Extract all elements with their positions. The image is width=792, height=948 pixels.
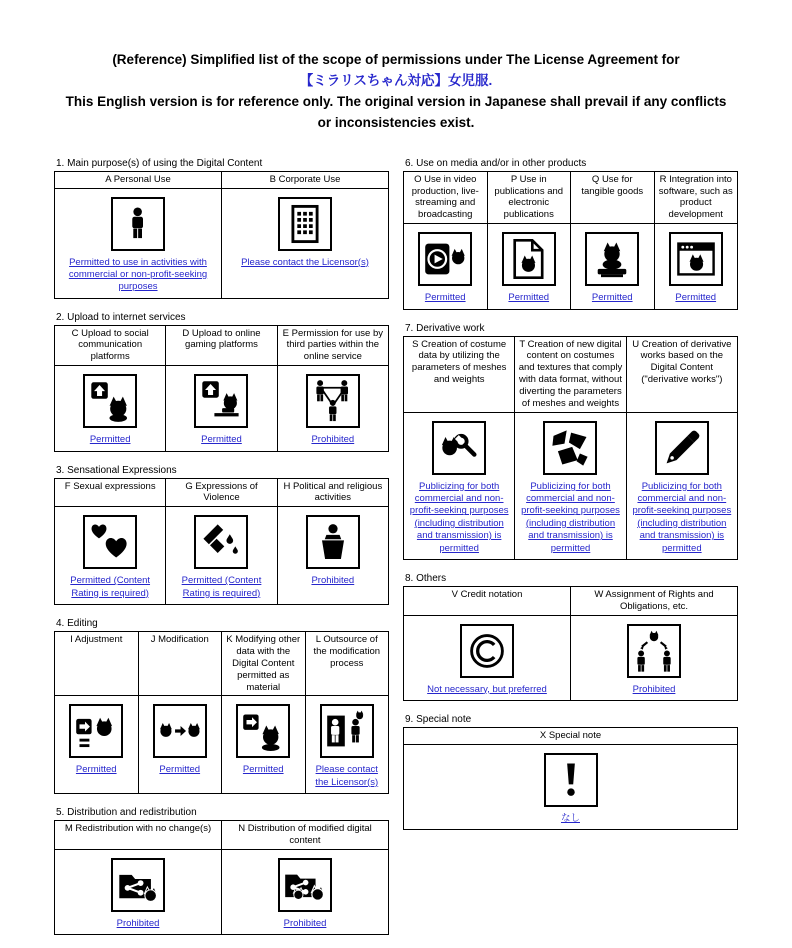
permission-table [54,171,389,299]
upload-social-icon [83,374,137,428]
hearts-icon [83,515,137,569]
section-others [403,573,738,701]
title-product-name: 【ミラリスちゃん対応】女児服. [299,72,493,88]
status-text: Permitted [159,764,201,776]
costume-data-icon [432,421,486,475]
material-icon [236,704,290,758]
adjustment-icon [69,704,123,758]
section-media-products [403,158,738,310]
status-text: Permitted to use in activities with commercial or non-profit-seeking purposes [68,256,208,293]
copyright-icon [460,624,514,678]
permission-table [403,727,738,830]
texture-icon [543,421,597,475]
section-heading: 3. Sensational Expressions [56,464,177,476]
permission-table [403,171,738,310]
section-distribution [54,807,389,935]
cell-label: H Political and religious activities [277,478,388,507]
status-text: Permitted [591,292,633,304]
section-main-purpose [54,158,389,299]
section-heading: 1. Main purpose(s) of using the Digital Content [56,157,263,169]
title-line-2: This English version is for reference only. The original version in Japanese shall prevail if any conflicts or inconsistencies exist. [65,93,727,130]
permission-table [403,336,738,560]
status-text: Permitted [201,434,242,446]
cell-label: X Special note [404,727,738,744]
cell-label: I Adjustment [55,632,139,696]
knife-icon [194,515,248,569]
left-column [54,158,389,948]
cell-label: C Upload to social communication platforms [55,325,166,366]
content-columns [54,158,738,948]
cell-label: G Expressions of Violence [166,478,277,507]
section-heading: 7. Derivative work [405,322,485,334]
status-text: Publicizing for both commercial and non-profit-seeking purposes (including distribution and transmission) is permitted [632,480,732,554]
cell-label: S Creation of costume data by utilizing the parameters of meshes and weights [404,336,515,412]
cell-label: B Corporate Use [222,171,389,188]
section-heading: 4. Editing [56,618,98,629]
permission-table [54,478,389,605]
software-icon [669,232,723,286]
status-text: Prohibited [283,917,327,929]
outsource-icon [320,704,374,758]
exclamation-icon [544,753,598,807]
title-line-1: (Reference) Simplified list of the scope of permissions under The License Agreement for [112,52,680,67]
status-text: Please contact the Licensor(s) [241,256,369,268]
section-heading: 8. Others [405,572,447,584]
cell-label: D Upload to online gaming platforms [166,325,277,366]
status-text: なし [560,812,580,824]
cell-label: P Use in publications and electronic publications [487,171,571,224]
status-text: Publicizing for both commercial and non-profit-seeking purposes (including distribution and transmission) is permitted [521,480,620,554]
permission-table [54,325,389,452]
status-text: Permitted [89,434,131,446]
cell-label: T Creation of new digital content on costumes and textures that comply with data format, without diverting the parameters of meshes and weights [515,336,626,412]
status-text: Not necessary, but preferred [427,683,547,695]
assignment-icon [627,624,681,678]
permission-table [403,586,738,701]
status-text: Prohibited [116,917,160,929]
cell-label: R Integration into software, such as product development [654,171,738,224]
modified-distribution-icon [278,858,332,912]
document-title [64,50,728,134]
status-text: Permitted (Content Rating is required) [181,575,262,599]
status-text: Prohibited [311,434,355,446]
podium-icon [306,515,360,569]
cell-label: A Personal Use [55,171,222,188]
section-heading: 5. Distribution and redistribution [56,807,197,819]
section-editing [54,618,389,794]
cell-label: W Assignment of Rights and Obligations, etc. [571,586,738,615]
cell-label: F Sexual expressions [55,478,166,507]
status-text: Permitted (Content Rating is required) [70,575,151,599]
status-text: Permitted [424,292,466,304]
section-sensational [54,465,389,605]
cell-label: U Creation of derivative works based on the Digital Content ("derivative works") [626,336,737,412]
section-heading: 9. Special note [405,713,472,725]
modification-icon [153,704,207,758]
tangible-goods-icon [585,232,639,286]
section-heading: 6. Use on media and/or in other products [405,157,587,169]
redistribution-icon [111,858,165,912]
cell-label: N Distribution of modified digital content [222,821,389,850]
publication-icon [502,232,556,286]
derivative-pen-icon [655,421,709,475]
third-parties-icon [306,374,360,428]
person-icon [111,197,165,251]
section-heading: 2. Upload to internet services [56,311,186,323]
status-text: Prohibited [632,683,676,695]
section-special-note [403,714,738,830]
cell-label: L Outsource of the modification process [305,632,389,696]
status-text: Please contact the Licensor(s) [315,764,379,788]
cell-label: O Use in video production, live-streaming and broadcasting [404,171,488,224]
permission-table [54,631,389,794]
permission-table [54,820,389,935]
section-upload [54,312,389,452]
cell-label: J Modification [138,632,222,696]
status-text: Permitted [242,764,284,776]
status-text: Publicizing for both commercial and non-profit-seeking purposes (including distribution and transmission) is permitted [409,480,509,554]
cell-label: Q Use for tangible goods [571,171,655,224]
cell-label: E Permission for use by third parties within the online service [277,325,388,366]
right-column [403,158,738,843]
building-icon [278,197,332,251]
cell-label: K Modifying other data with the Digital Content permitted as material [222,632,306,696]
status-text: Permitted [508,292,550,304]
cell-label: V Credit notation [404,586,571,615]
cell-label: M Redistribution with no change(s) [55,821,222,850]
status-text: Prohibited [311,575,355,587]
video-icon [418,232,472,286]
status-text: Permitted [75,764,117,776]
section-derivative-work [403,323,738,560]
upload-gaming-icon [194,374,248,428]
status-text: Permitted [675,292,717,304]
